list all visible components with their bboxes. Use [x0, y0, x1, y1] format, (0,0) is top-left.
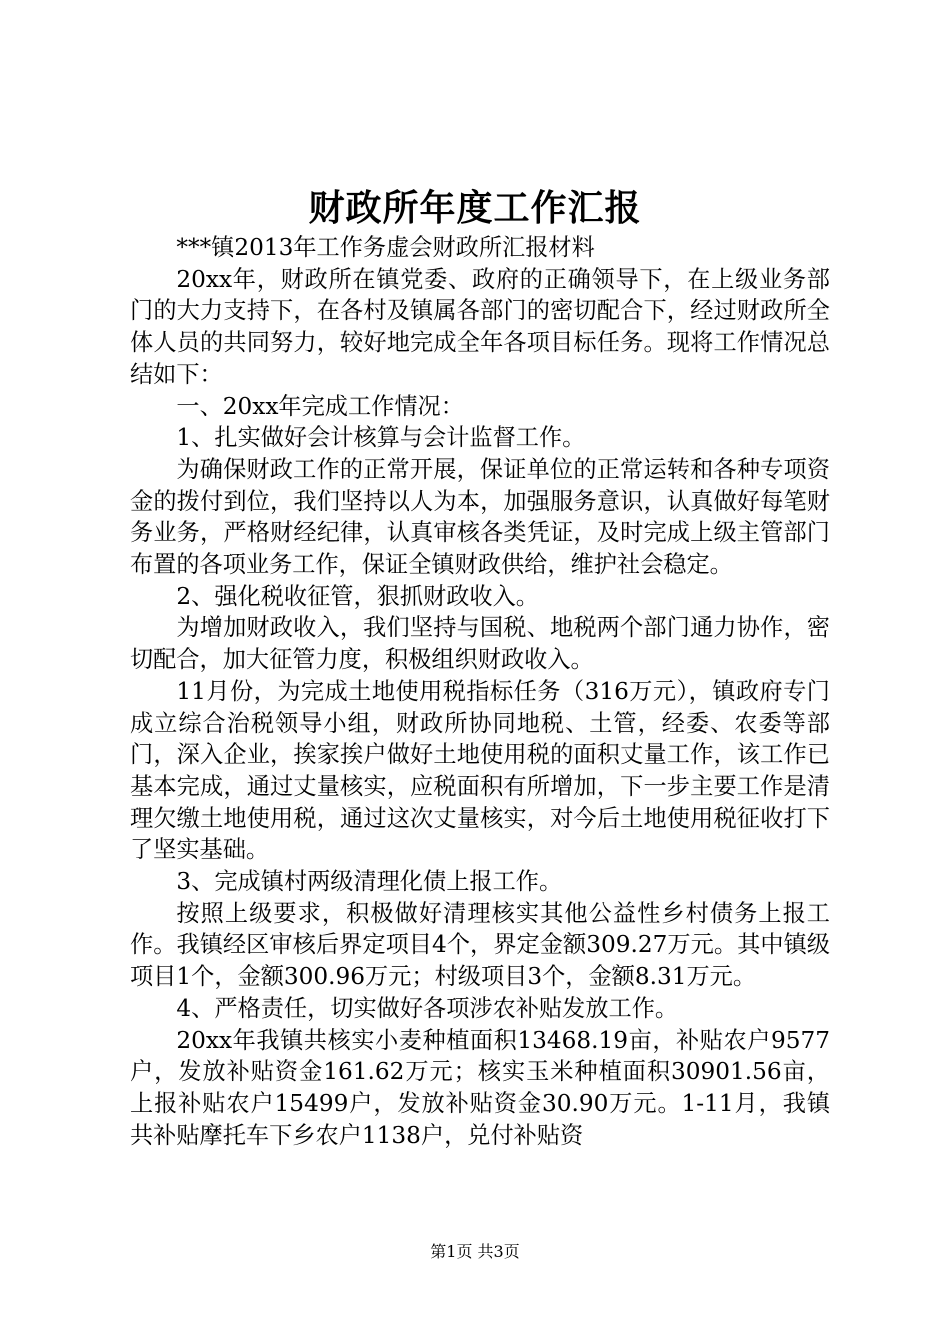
section-heading-1: 一、20xx年完成工作情况： — [176, 392, 464, 420]
item-heading-2: 2、强化税收征管，狠抓财政收入。 — [176, 582, 539, 610]
paragraph-subtitle: ***镇2013年工作务虚会财政所汇报材料 — [176, 234, 595, 261]
document-title: 财政所年度工作汇报 — [308, 187, 642, 229]
paragraph-land-tax: 11月份，为完成土地使用税指标任务（316万元），镇政府专门成立综合治税领导小组，财政所协同地税、土管，经委、农委等部门，深入企业，挨家挨户做好土地使用税的面积丈量工作，该工作已基本完成，通过丈量核实，应税面积有所增加，下一步主要工作是清理欠缴土地使用税，通过这次丈量核实，对今后土地使用税征收打下了坚实基础。 — [130, 677, 830, 864]
item-heading-4: 4、严格责任，切实做好各项涉农补贴发放工作。 — [176, 994, 679, 1022]
item-heading-1: 1、扎实做好会计核算与会计监督工作。 — [176, 424, 586, 452]
paragraph-debt: 按照上级要求，积极做好清理核实其他公益性乡村债务上报工作。我镇经区审核后界定项目4个，界定金额309.27万元。其中镇级项目1个，金额300.96万元；村级项目3个，金额8.31万元。 — [130, 899, 830, 991]
paragraph-intro: 20xx年，财政所在镇党委、政府的正确领导下，在上级业务部门的大力支持下，在各村及镇属各部门的密切配合下，经过财政所全体人员的共同努力，较好地完成全年各项目标任务。现将工作情况总结如下： — [130, 265, 830, 388]
page-footer: 第1页 共3页 — [430, 1242, 520, 1261]
paragraph-accounting: 为确保财政工作的正常开展，保证单位的正常运转和各种专项资金的拨付到位，我们坚持以人为本，加强服务意识，认真做好每笔财务业务，严格财经纪律，认真审核各类凭证，及时完成上级主管部门布置的各项业务工作，保证全镇财政供给，维护社会稳定。 — [130, 455, 830, 579]
paragraph-subsidy: 20xx年我镇共核实小麦种植面积13468.19亩，补贴农户9577户，发放补贴资金161.62万元；核实玉米种植面积30901.56亩，上报补贴农户15499户，发放补贴资金30.90万元。1-11月，我镇共补贴摩托车下乡农户1138户，兑付补贴资 — [130, 1026, 830, 1149]
document-body — [130, 232, 830, 1151]
paragraph-tax: 为增加财政收入，我们坚持与国税、地税两个部门通力协作，密切配合，加大征管力度，积极组织财政收入。 — [130, 614, 830, 674]
item-heading-3: 3、完成镇村两级清理化债上报工作。 — [176, 868, 563, 896]
